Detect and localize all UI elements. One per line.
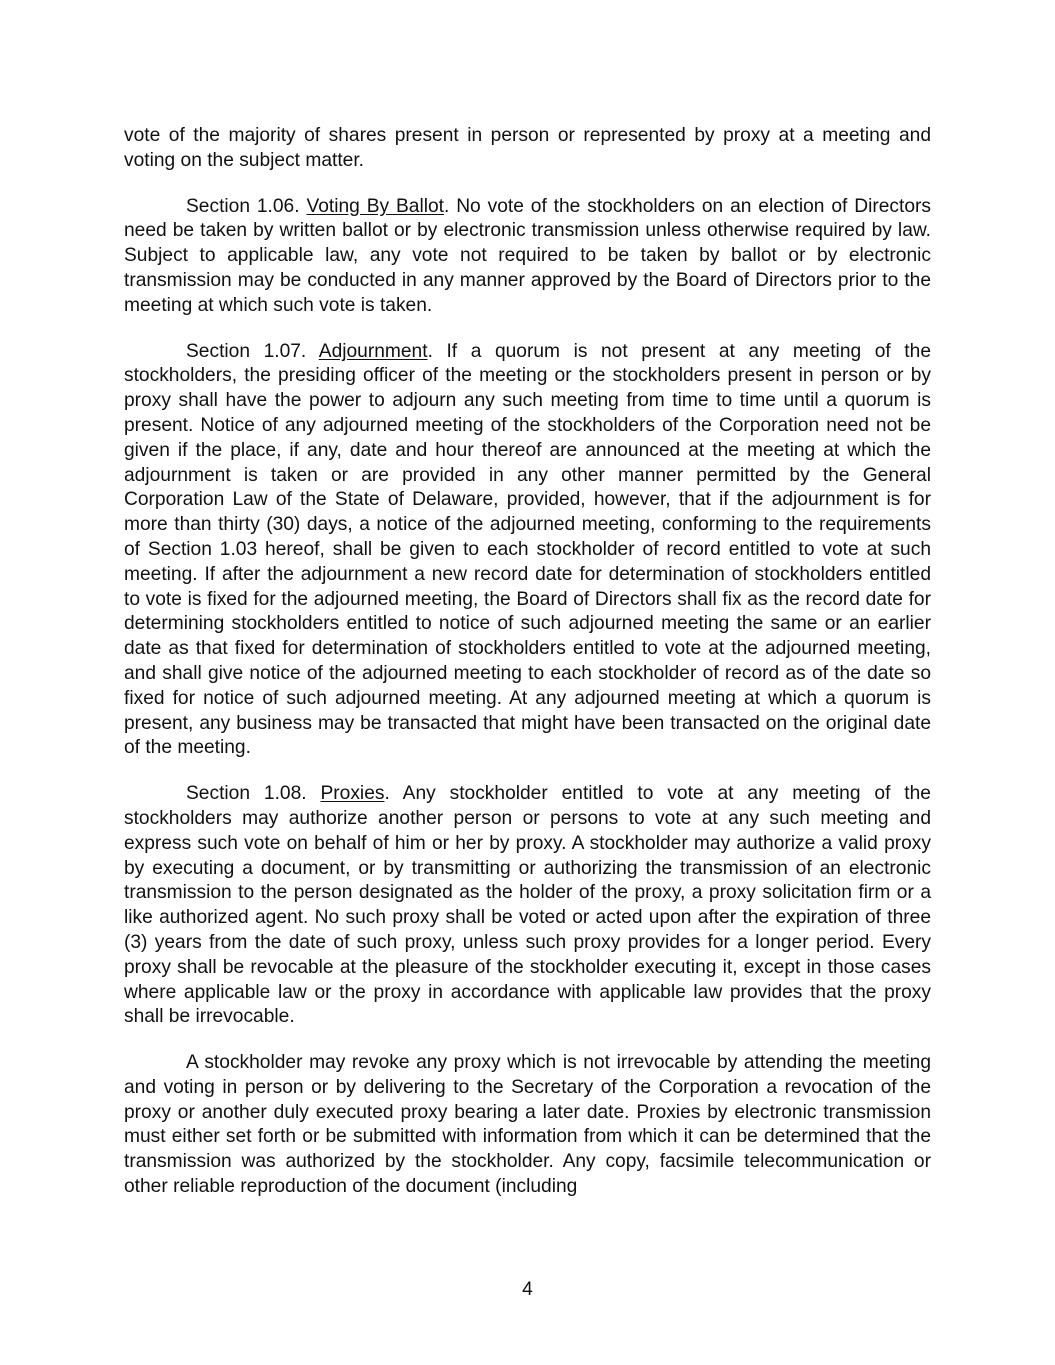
section-1-06-paragraph: [124, 195, 931, 319]
page-number: 4: [522, 1279, 533, 1300]
document-page: [124, 124, 931, 1221]
section-1-08-label: Section 1.08.: [186, 783, 307, 805]
paragraph-continuation: vote of the majority of shares present in person or represented by proxy at a meeting and voting on the subject matter.: [124, 125, 931, 171]
section-1-08-paragraph: [124, 782, 931, 1030]
proxy-revocation-paragraph: A stockholder may revoke any proxy which is not irrevocable by attending the meeting and voting in person or by delivering to the Secretary of the Corporation a revocation of the proxy or another duly executed proxy bearing a later date. Proxies by electronic transmission must either set forth or be submitted with information from which it can be determined that the transmission was authorized by the stockholder. Any copy, facsimile telecommunication or other reliable reproduction of the document (including: [124, 1052, 931, 1198]
section-1-07-label: Section 1.07.: [186, 340, 307, 362]
section-1-08-heading: Proxies: [320, 783, 385, 805]
section-1-06-heading: Voting By Ballot: [306, 195, 444, 217]
section-1-08-body: . Any stockholder entitled to vote at any meeting of the stockholders may authorize another person or persons to vote at any such meeting and express such vote on behalf of him or her by proxy. A stockholder may authorize a valid proxy by executing a document, or by transmitting or authorizing the transmission of an electronic transmission to the person designated as the holder of the proxy, a proxy solicitation firm or a like authorized agent. No such proxy shall be voted or acted upon after the expiration of three (3) years from the date of such proxy, unless such proxy provides for a longer period. Every proxy shall be revocable at the pleasure of the stockholder executing it, except in those cases where applicable law or the proxy in accordance with applicable law provides that the proxy shall be irrevocable.: [124, 783, 931, 1028]
section-1-06-label: Section 1.06.: [186, 195, 300, 217]
section-1-07-body: . If a quorum is not present at any meeting of the stockholders, the presiding officer of the meeting or the stockholders present in person or by proxy shall have the power to adjourn any such meeting from time to time until a quorum is present. Notice of any adjourned meeting of the stockholders of the Corporation need not be given if the place, if any, date and hour thereof are announced at the meeting at which the adjournment is taken or are provided in any other manner permitted by the General Corporation Law of the State of Delaware, provided, however, that if the adjournment is for more than thirty (30) days, a notice of the adjourned meeting, conforming to the requirements of Section 1.03 hereof, shall be given to each stockholder of record entitled to vote at such meeting. If after the adjournment a new record date for determination of stockholders entitled to vote is fixed for the adjourned meeting, the Board of Directors shall fix as the record date for determining stockholders entitled to notice of such adjourned meeting the same or an earlier date as that fixed for determination of stockholders entitled to vote at the adjourned meeting, and shall give notice of the adjourned meeting to each stockholder of record as of the date so fixed for notice of such adjourned meeting. At any adjourned meeting at which a quorum is present, any business may be transacted that might have been transacted on the original date of the meeting.: [124, 340, 931, 759]
section-1-06-body: . No vote of the stockholders on an election of Directors need be taken by written ballot or by electronic transmission unless otherwise required by law. Subject to applicable law, any vote not required to be taken by ballot or by electronic transmission may be conducted in any manner approved by the Board of Directors prior to the meeting at which such vote is taken.: [124, 195, 931, 316]
section-1-07-paragraph: [124, 340, 931, 762]
section-1-07-heading: Adjournment: [318, 340, 428, 362]
